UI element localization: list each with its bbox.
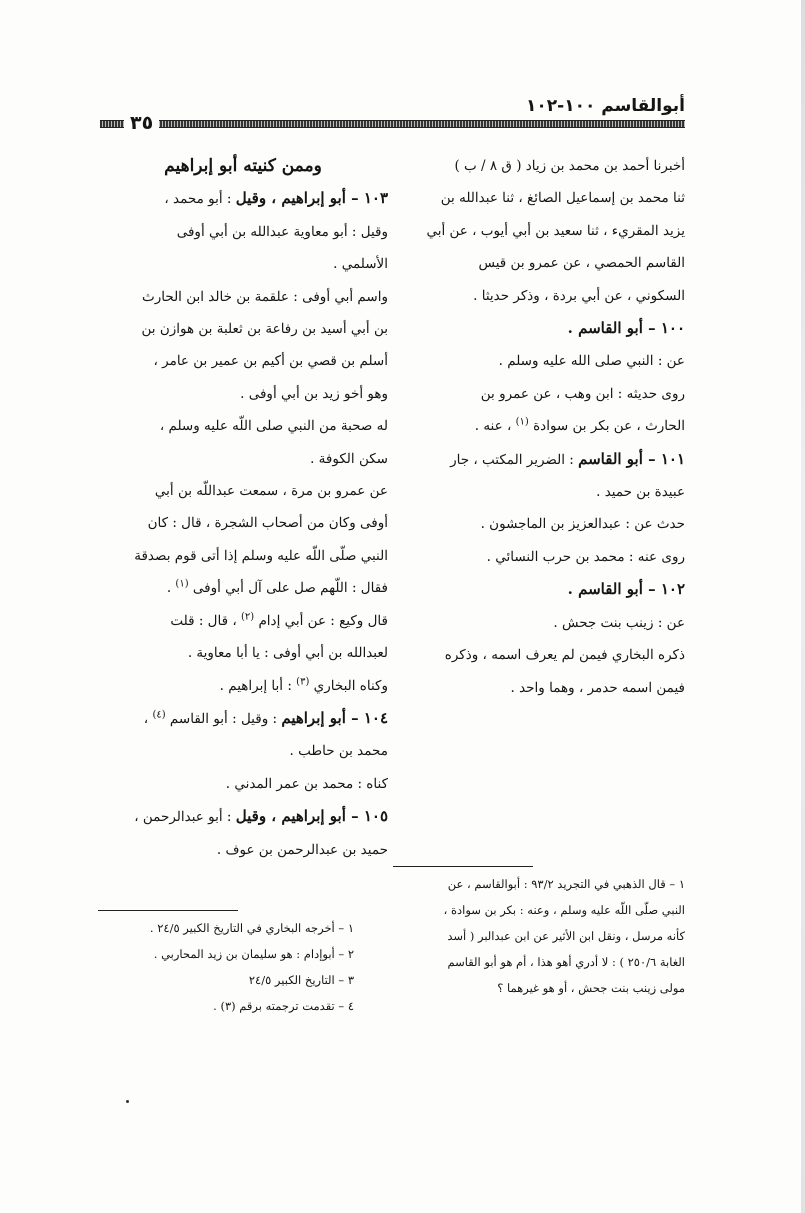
running-title: أبوالقاسم ١٠٠-١٠٢ — [525, 96, 685, 116]
footnote-ref: (٣) — [296, 676, 310, 687]
text-line: بن أبي أسيد بن رفاعة بن ثعلبة بن هوازن بن — [141, 321, 388, 338]
footnote-rule — [98, 910, 238, 911]
footnote-line: ٤ – تقدمت ترجمته برقم (٣) . — [213, 999, 354, 1013]
footnote-ref: (١) — [515, 416, 529, 428]
footnote-ref: (٤) — [152, 709, 166, 721]
text-segment: وكناه البخاري — [309, 677, 388, 694]
footnote-line: ٢ – أبوإدام : هو سليمان بن زيد المحاربي . — [153, 947, 354, 961]
text-line: ذكره البخاري فيمن لم يعرف اسمه ، وذكره — [444, 647, 685, 664]
entry-number: ١٠٣ – — [345, 189, 388, 208]
text-line: حدث عن : عبدالعزيز بن الماجشون . — [480, 516, 685, 533]
entry-number: ١٠٠ – — [642, 319, 685, 338]
text-line: روى حديثه : ابن وهب ، عن عمرو بن — [480, 385, 685, 402]
text-line: حميد بن عبدالرحمن بن عوف . — [216, 841, 388, 858]
entry-kunya: أبو القاسم . — [567, 580, 643, 599]
text-line: عن : زينب بنت جحش . — [553, 614, 685, 631]
footnote-rule — [393, 866, 533, 867]
right-column — [395, 150, 685, 704]
entry-kunya: أبو إبراهيم ، وقيل — [235, 807, 346, 826]
footnote-ref: (٢) — [240, 611, 255, 623]
footnote-line: ١ – أخرجه البخاري في التاريخ الكبير ٢٤/٥ . — [149, 921, 354, 935]
footnote-line: ٣ – التاريخ الكبير ٢٤/٥ — [248, 973, 354, 987]
text-segment: : وقيل : أبو القاسم — [165, 710, 282, 727]
text-line: يزيد المقريء ، ثنا سعيد بن أبي أيوب ، عن أبي — [426, 222, 685, 239]
footnote-line: الغابة ٢٥٠/٦ ) : لا أدري أهو هذا ، أم هو أبو القاسم — [447, 955, 685, 969]
text-line: محمد بن حاطب . — [289, 743, 388, 760]
entry-number: ١٠٤ – — [345, 708, 388, 727]
entry-104-heading — [98, 702, 388, 735]
text-line: أسلم بن قصي بن أكيم بن عمير بن عامر ، — [153, 353, 388, 370]
text-segment: ، عنه . — [474, 418, 516, 435]
text-line: فيمن اسمه حدمر ، وهما واحد . — [510, 679, 685, 696]
text-line: لعبدالله بن أبي أوفى : يا أبا معاوية . — [187, 645, 388, 662]
entry-number: ١٠٥ – — [345, 807, 388, 826]
entry-kunya: أبو القاسم — [578, 449, 643, 468]
entry-102-heading — [395, 573, 685, 606]
ink-speck — [126, 1100, 129, 1103]
page-header — [100, 96, 685, 140]
footnote-line: النبي صلّى اللّه عليه وسلم ، وعنه : بكر بن سوادة ، — [443, 903, 685, 917]
text-line: النبي صلّى اللّه عليه وسلم إذا أتى قوم بصدقة — [134, 547, 388, 564]
text-line: وهو أخو زيد بن أبي أوفى . — [240, 385, 388, 402]
text-segment: : أبا إبراهيم . — [219, 677, 297, 694]
footnote-line: كأنه مرسل ، ونقل ابن الأثير عن ابن عبدالبر ( أسد — [447, 929, 685, 943]
text-line: وقيل : أبو معاوية عبدالله بن أبي أوفى — [176, 223, 388, 240]
entry-105-heading — [98, 800, 388, 833]
entry-kunya: أبو إبراهيم — [281, 708, 346, 727]
text-segment: : الضرير المكتب ، جار — [450, 451, 579, 468]
entry-number: ١٠١ – — [642, 449, 685, 468]
entry-kunya: أبو إبراهيم ، وقيل — [235, 189, 346, 208]
footnotes-right — [395, 866, 685, 1001]
text-line: الأسلمي . — [333, 256, 388, 273]
text-line: أخبرنا أحمد بن محمد بن زياد ( ق ٨ / ب ) — [454, 158, 685, 174]
text-line: عن : النبي صلى الله عليه وسلم . — [498, 353, 685, 370]
text-segment: . — [166, 580, 176, 597]
entry-100-heading — [395, 312, 685, 345]
left-column — [98, 150, 388, 866]
text-line — [98, 605, 388, 637]
text-segment: الحارث ، عن بكر بن سوادة — [528, 418, 685, 435]
text-line: ثنا محمد بن إسماعيل الصائغ ، ثنا عبدالله بن — [440, 190, 685, 207]
text-line: واسم أبي أوفى : علقمة بن خالد ابن الحارث — [142, 288, 388, 305]
footnote-ref: (١) — [175, 578, 189, 590]
text-line: له صحبة من النبي صلى اللّه عليه وسلم ، — [159, 418, 388, 435]
entry-103-heading — [98, 182, 388, 215]
text-line: السكوني ، عن أبي بردة ، وذكر حديثا . — [473, 287, 685, 304]
text-line — [98, 670, 388, 702]
footnote-line: ١ – قال الذهبي في التجريد ٩٣/٢ : أبوالقاسم ، عن — [447, 877, 685, 891]
text-line — [395, 410, 685, 442]
section-heading: وممن كنيته أبو إبراهيم — [164, 156, 322, 176]
text-line: عبيدة بن حميد . — [596, 484, 685, 501]
text-line: سكن الكوفة . — [310, 450, 388, 467]
text-line: القاسم الحمصي ، عن عمرو بن قيس — [478, 255, 685, 272]
entry-kunya: أبو القاسم . — [567, 319, 643, 338]
entry-101-heading — [395, 443, 685, 476]
text-segment: قال وكيع : عن أبي إدام — [254, 612, 388, 629]
text-line: عن عمرو بن مرة ، سمعت عبداللّه بن أبي — [154, 483, 388, 500]
text-segment: فقال : اللّهم صل على آل أبي أوفى — [188, 580, 388, 597]
page-edge — [801, 0, 805, 1213]
text-line: أوفى وكان من أصحاب الشجرة ، قال : كان — [147, 515, 388, 532]
text-segment: : أبو عبدالرحمن ، — [134, 809, 236, 826]
text-segment: ، — [143, 710, 153, 727]
page-number: ٣٥ — [124, 112, 159, 134]
footnote-line: مولى زينب بنت جحش ، أو هو غيرهما ؟ — [497, 981, 685, 995]
footnotes-left — [98, 910, 388, 1019]
text-line — [98, 572, 388, 604]
text-segment: : أبو محمد ، — [164, 191, 236, 208]
text-segment: ، قال : قلت — [170, 612, 241, 629]
text-line: روى عنه : محمد بن حرب النسائي . — [486, 548, 685, 565]
header-rule — [100, 120, 685, 128]
entry-number: ١٠٢ – — [642, 580, 685, 599]
text-line: كناه : محمد بن عمر المدني . — [225, 775, 388, 792]
